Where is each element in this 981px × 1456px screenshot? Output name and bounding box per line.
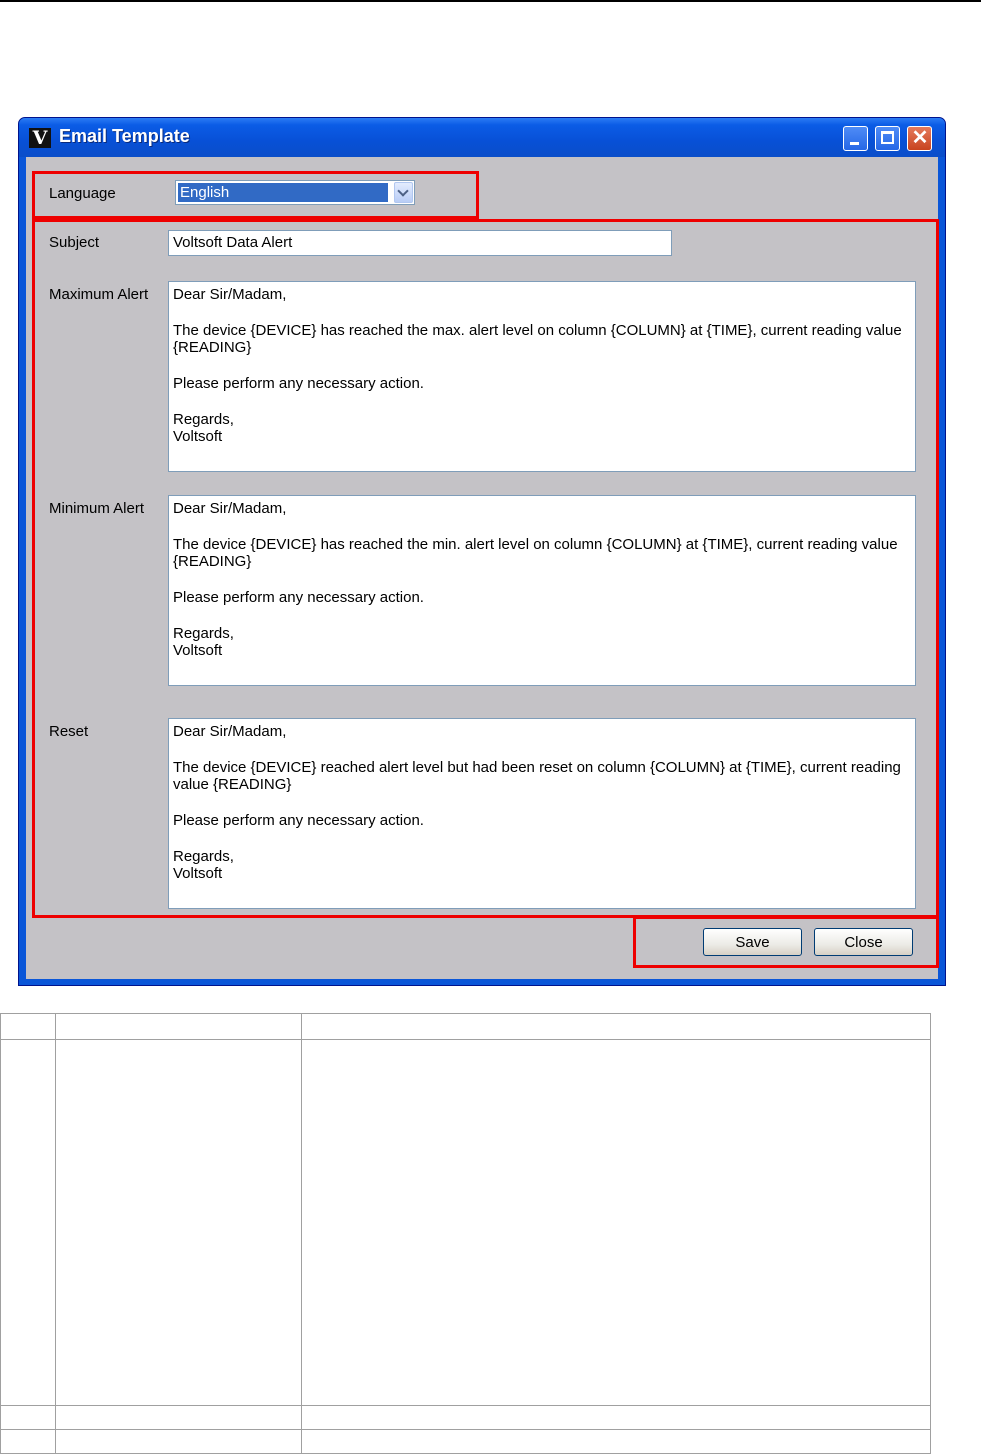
maximum-alert-label: Maximum Alert	[49, 286, 149, 303]
table-cell	[1, 1014, 56, 1040]
table-cell	[56, 1040, 302, 1406]
table-row	[1, 1406, 931, 1430]
save-button[interactable]: Save	[703, 928, 802, 956]
table-cell	[56, 1014, 302, 1040]
table-cell	[56, 1430, 302, 1454]
language-highlight-box	[32, 171, 479, 219]
table-cell	[302, 1014, 931, 1040]
page-top-rule	[0, 0, 981, 2]
table-cell	[56, 1406, 302, 1430]
subject-input[interactable]: Voltsoft Data Alert	[168, 230, 672, 256]
close-icon: ✕	[911, 127, 929, 149]
language-label: Language	[49, 185, 116, 202]
title-bar[interactable]	[19, 118, 945, 157]
minimum-alert-label: Minimum Alert	[49, 500, 145, 517]
table-cell	[302, 1040, 931, 1406]
window-title: Email Template	[59, 126, 190, 146]
maximize-button[interactable]	[875, 126, 900, 151]
maximum-alert-textarea[interactable]: Dear Sir/Madam, The device {DEVICE} has reached the max. alert level on column {COLUMN} at {TIME}, current reading value {READING} Please perform any necessary action. Regards, Voltsoft	[168, 281, 916, 472]
table-row	[1, 1014, 931, 1040]
close-button[interactable]: Close	[814, 928, 913, 956]
app-logo-icon: V	[29, 128, 51, 148]
subject-label: Subject	[49, 234, 100, 251]
minimum-alert-textarea[interactable]: Dear Sir/Madam, The device {DEVICE} has reached the min. alert level on column {COLUMN} at {TIME}, current reading value {READING} Please perform any necessary action. Regards, Voltsoft	[168, 495, 916, 686]
minimize-button[interactable]	[843, 126, 868, 151]
table-cell	[302, 1406, 931, 1430]
table-row	[1, 1040, 931, 1406]
reset-label: Reset	[49, 723, 89, 740]
templates-highlight-box	[32, 219, 939, 918]
window-close-button[interactable]	[907, 126, 932, 151]
description-table	[0, 1013, 931, 1454]
table-cell	[302, 1430, 931, 1454]
reset-textarea[interactable]: Dear Sir/Madam, The device {DEVICE} reached alert level but had been reset on column {COLUMN} at {TIME}, current reading value {READING} Please perform any necessary action. Regards, Voltsoft	[168, 718, 916, 909]
minimize-icon	[850, 142, 859, 145]
table-row	[1, 1430, 931, 1454]
language-selected-value: English	[178, 183, 388, 202]
table-cell	[1, 1430, 56, 1454]
table-cell	[1, 1040, 56, 1406]
table-cell	[1, 1406, 56, 1430]
buttons-highlight-box	[633, 916, 939, 968]
maximize-icon	[881, 131, 894, 144]
